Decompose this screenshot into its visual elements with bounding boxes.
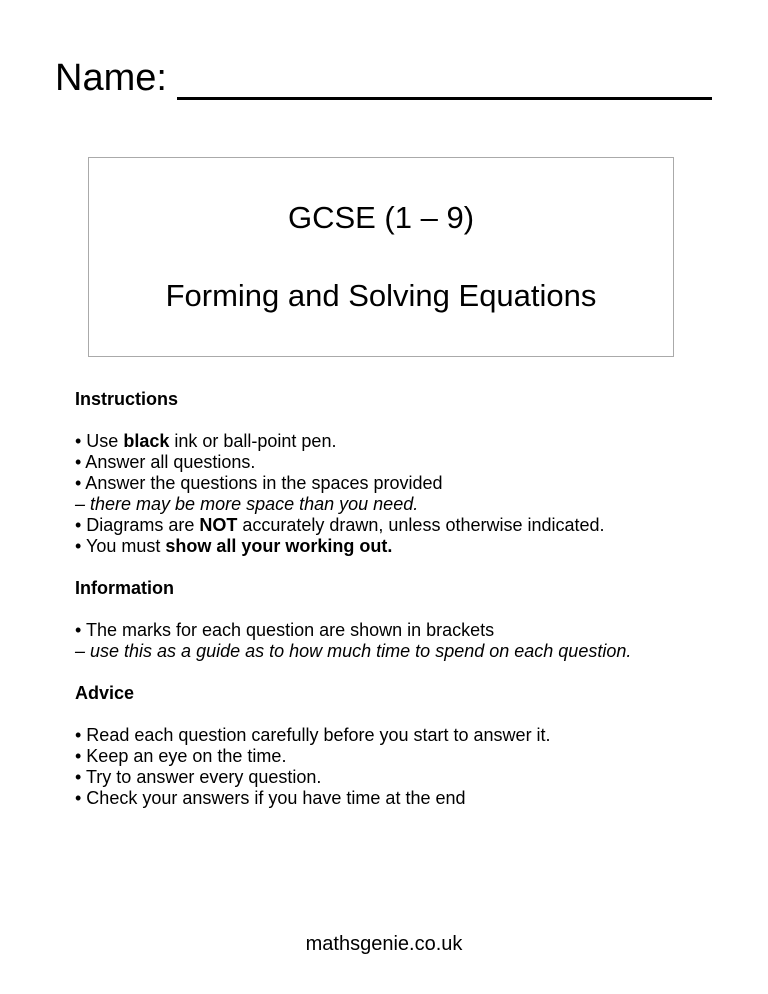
instructions-section [75,389,768,557]
instruction-line-1 [75,431,768,452]
paper-topic-title: Forming and Solving Equations [165,278,597,313]
instruction-line-6-bold: show all your working out. [165,536,393,556]
advice-heading: Advice [75,683,135,703]
instruction-line-1-bold: black [123,431,170,451]
advice-line-2: • Keep an eye on the time. [75,746,287,766]
name-row [55,56,712,100]
title-box [88,157,674,357]
instruction-line-6-pre: • You must [75,536,166,556]
paper-level-title: GCSE (1 – 9) [287,200,475,235]
instruction-line-5-pre: • Diagrams are [75,515,200,535]
instruction-line-2: • Answer all questions. [75,452,256,472]
instruction-line-1-post: ink or ball-point pen. [169,431,337,451]
instruction-line-4: – there may be more space than you need. [75,494,419,514]
name-underline [177,57,712,100]
advice-section [75,683,768,809]
information-section [75,578,768,662]
instruction-line-1-pre: • Use [75,431,124,451]
information-heading: Information [75,578,174,598]
website-text: mathsgenie.co.uk [305,933,463,955]
name-label: Name: [55,57,167,99]
advice-line-3: • Try to answer every question. [75,767,322,787]
information-line-1: • The marks for each question are shown in brackets [75,620,495,640]
footer [0,932,768,956]
instruction-line-6 [75,536,768,557]
advice-line-1: • Read each question carefully before you start to answer it. [75,725,551,745]
instruction-line-5 [75,515,768,536]
information-line-2: – use this as a guide as to how much time to spend on each question. [75,641,632,661]
instruction-line-3: • Answer the questions in the spaces provided [75,473,443,493]
instructions-heading: Instructions [75,389,179,409]
advice-line-4: • Check your answers if you have time at the end [75,788,466,808]
instruction-line-5-post: accurately drawn, unless otherwise indicated. [237,515,605,535]
document-body [75,389,768,830]
instruction-line-5-bold: NOT [199,515,238,535]
